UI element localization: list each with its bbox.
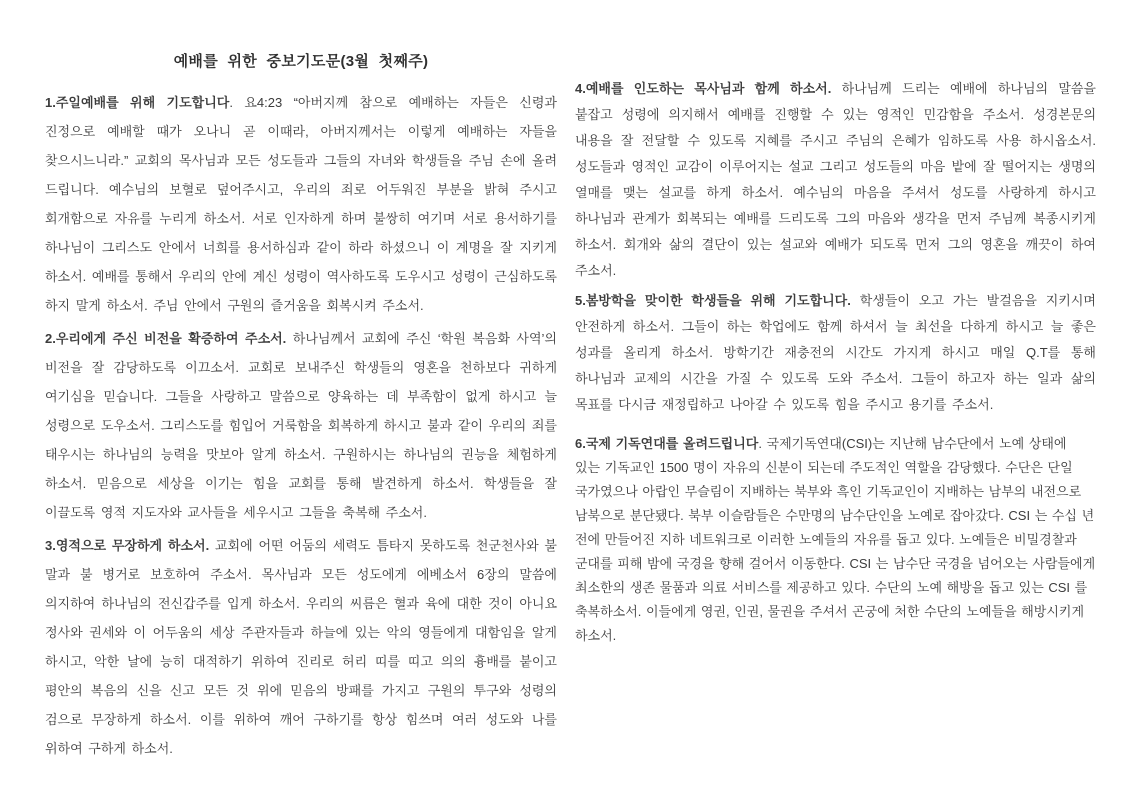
- section-3-body: 교회에 어떤 어둠의 세력도 틈타지 못하도록 천군천사와 불 말과 불 병거로 보호하여 주소서. 목사님과 모든 성도에게 에베소서 6장의 말씀에 의지하여 하나님의 전신갑주를 입게 하소서. 우리의 씨름은 혈과 육에 대한 것이 아니요 정사와 권세와 이 어두움의 세상 주관자들과 하늘에 있는 악의 영들에게 대함임을 알게 하시고, 악한 날에 능히 대적하기 위하여 진리로 허리 띠를 띠고 의의 흉배를 붙이고 평안의 복음의 신을 신고 모든 것 위에 믿음의 방패를 가지고 구원의 투구와 성령의 검으로 무장하게 하소서. 이를 위하여 깨어 구하기를 항상 힘쓰며 여러 성도와 나를 위하여 구하게 하소서.: [45, 538, 557, 756]
- section-6-heading: 6.국제 기독연대를 올려드립니다: [575, 436, 759, 451]
- section-2-heading: 2.우리에게 주신 비전을 확증하여 주소서.: [45, 331, 287, 346]
- section-4-body: 하나님께 드리는 예배에 하나님의 말씀을 붙잡고 성령에 의지해서 예배를 진행할 수 있는 영적인 민감함을 주소서. 성경본문의 내용을 잘 전달할 수 있도록 지혜를 주시고 주님의 은혜가 임하도록 사용 하시옵소서. 성도들과 영적인 교감이 이루어지는 설교 그리고 성도들의 마음 밭에 잘 떨어지는 생명의 열매를 맺는 설교를 하게 하소서. 예수님의 마음을 주셔서 성도를 사랑하게 하시고 하나님과 관계가 회복되는 예배를 드리도록 그의 마음와 생각을 먼저 주님께 복종시키게 하소서. 회개와 삶의 결단이 있는 설교와 예배가 되도록 먼저 그의 영혼을 깨끗이 하여 주소서.: [575, 81, 1096, 278]
- section-6-paragraph: [575, 432, 1096, 648]
- section-3-paragraph: [45, 531, 557, 763]
- section-1-paragraph: [45, 88, 557, 320]
- section-4-paragraph: [575, 76, 1096, 284]
- left-column: [45, 46, 557, 794]
- section-5-heading: 5.봄방학을 맞이한 학생들을 위해 기도합니다.: [575, 293, 851, 308]
- section-3-heading: 3.영적으로 무장하게 하소서.: [45, 538, 210, 553]
- section-5-paragraph: [575, 288, 1096, 418]
- section-5-body: 학생들이 오고 가는 발걸음을 지키시며 안전하게 하소서. 그들이 하는 학업에도 함께 하셔서 늘 최선을 다하게 하시고 늘 좋은 성과를 올리게 하소서. 방학기간 재충전의 시간도 가지게 하시고 매일 Q.T를 통해 하나님과 교제의 시간을 가질 수 있도록 도와 주소서. 그들이 하고자 하는 일과 삶의 목표를 다시금 재정립하고 나아갈 수 있도록 힘을 주시고 용기를 주소서.: [575, 293, 1096, 412]
- section-1-heading: 1.주일예배를 위해 기도합니다: [45, 95, 230, 110]
- section-2-body: 하나님께서 교회에 주신 ‘학원 복음화 사역’의 비전을 잘 감당하도록 이끄소서. 교회로 보내주신 학생들의 영혼을 천하보다 귀하게 여기심을 믿습니다. 그들을 사랑하고 말씀으로 양육하는 데 부족함이 없게 하시고 늘 성령으로 도우소서. 그리스도를 힘입어 거룩함을 회복하게 하시고 불과 같이 우리의 죄를 태우시는 하나님의 능력을 맛보아 알게 하소서. 구원하시는 하나님의 권능을 체험하게 하소서. 믿음으로 세상을 이기는 힘을 교회를 통해 발견하게 하소서. 학생들을 잘 이끌도록 영적 지도자와 교사들을 세우시고 그들을 축복해 주소서.: [45, 331, 557, 520]
- section-4-heading: 4.예배를 인도하는 목사님과 함께 하소서.: [575, 81, 832, 96]
- section-2-paragraph: [45, 324, 557, 527]
- document-title: 예배를 위한 중보기도문(3월 첫째주): [173, 53, 429, 70]
- section-6-body: . 국제기독연대(CSI)는 지난해 남수단에서 노예 상태에 있는 기독교인 1500 명이 자유의 신분이 되는데 주도적인 역할을 감당했다. 수단은 단일 국가였으나 아랍인 무슬림이 지배하는 북부와 흑인 기독교인이 지배하는 남부의 내전으로 남북으로 분단됐다. 북부 이슬람들은 수만명의 남수단인을 노예로 잡아갔다. CSI 는 수십 년 전에 만들어진 지하 네트워크로 이러한 노예들의 자유를 돕고 있다. 노예들은 비밀경찰과 군대를 피해 밤에 국경을 향해 걸어서 이동한다. CSI 는 남수단 국경을 넘어오는 사람들에게 최소한의 생존 물품과 의료 서비스를 제공하고 있다. 수단의 노예 해방을 돕고 있는 CSI 를 축복하소서. 이들에게 영권, 인권, 물권을 주셔서 곤궁에 처한 수단의 노예들을 해방시키게 하소서.: [575, 436, 1096, 643]
- section-1-body: . 요4:23 “아버지께 참으로 예배하는 자들은 신령과 진정으로 예배할 때가 오나니 곧 이때라, 아버지께서는 이렇게 예배하는 자들을 찾으시느니라.” 교회의 목사님과 모든 성도들과 그들의 자녀와 학생들을 주님 손에 올려 드립니다. 예수님의 보혈로 덮어주시고, 우리의 죄로 어두워진 부분을 밝혀 주시고 회개함으로 자유를 누리게 하소서. 서로 인자하게 하며 불쌍히 여기며 서로 용서하기를 하나님이 그리스도 안에서 너희를 용서하심과 같이 하라 하셨으니 이 계명을 잘 지키게 하소서. 예배를 통해서 우리의 안에 계신 성령이 역사하도록 도우시고 성령이 근심하도록 하지 말게 하소서. 주님 안에서 구원의 즐거움을 회복시켜 주소서.: [45, 95, 557, 313]
- right-column: [575, 46, 1096, 794]
